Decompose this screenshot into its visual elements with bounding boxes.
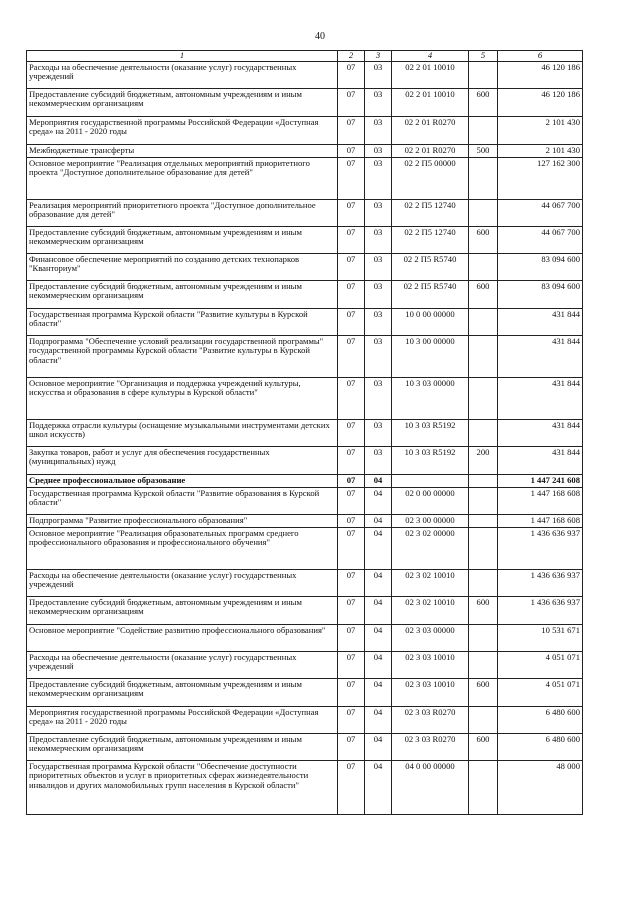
cell-amount: 1 447 168 608 [498, 514, 583, 527]
table-row [27, 308, 583, 335]
cell-amount: 6 480 600 [498, 733, 583, 760]
cell-section: 07 [338, 514, 365, 527]
cell-subsection: 04 [365, 624, 392, 651]
cell-name: Подпрограмма "Развитие профессионального образования" [27, 514, 338, 527]
cell-target-item: 10 3 03 R5192 [392, 446, 469, 474]
cell-amount: 127 162 300 [498, 157, 583, 199]
cell-amount: 4 051 071 [498, 678, 583, 706]
header-row [27, 51, 583, 62]
cell-amount: 1 436 636 937 [498, 569, 583, 596]
cell-target-item: 10 3 03 00000 [392, 377, 469, 419]
table-row [27, 88, 583, 116]
header-col-target-item: 4 [392, 51, 469, 62]
cell-expense-type [469, 651, 498, 678]
cell-name: Предоставление субсидий бюджетным, автономным учреждениям и иным некоммерческим организациям [27, 226, 338, 253]
cell-amount: 1 436 636 937 [498, 596, 583, 624]
cell-subsection: 03 [365, 280, 392, 308]
table-row [27, 678, 583, 706]
cell-subsection: 04 [365, 514, 392, 527]
cell-section: 07 [338, 157, 365, 199]
cell-name: Закупка товаров, работ и услуг для обеспечения государственных (муниципальных) нужд [27, 446, 338, 474]
cell-subsection: 04 [365, 651, 392, 678]
cell-amount: 2 101 430 [498, 144, 583, 157]
cell-name: Предоставление субсидий бюджетным, автономным учреждениям и иным некоммерческим организациям [27, 280, 338, 308]
table-row [27, 226, 583, 253]
header-col-expense-type: 5 [469, 51, 498, 62]
cell-expense-type: 600 [469, 88, 498, 116]
cell-subsection: 03 [365, 419, 392, 446]
cell-name: Межбюджетные трансферты [27, 144, 338, 157]
cell-subsection: 04 [365, 733, 392, 760]
cell-amount: 1 436 636 937 [498, 527, 583, 569]
cell-expense-type [469, 474, 498, 487]
cell-expense-type [469, 569, 498, 596]
budget-table [26, 50, 583, 815]
cell-target-item: 04 0 00 00000 [392, 760, 469, 814]
cell-subsection: 03 [365, 116, 392, 144]
page-number: 40 [315, 31, 325, 42]
cell-expense-type [469, 514, 498, 527]
header-col-amount: 6 [498, 51, 583, 62]
cell-target-item: 02 3 03 00000 [392, 624, 469, 651]
cell-section: 07 [338, 596, 365, 624]
table-row [27, 733, 583, 760]
cell-subsection: 03 [365, 226, 392, 253]
cell-subsection: 04 [365, 596, 392, 624]
cell-expense-type: 600 [469, 280, 498, 308]
cell-target-item: 02 0 00 00000 [392, 487, 469, 514]
cell-name: Расходы на обеспечение деятельности (оказание услуг) государственных учреждений [27, 651, 338, 678]
cell-expense-type [469, 624, 498, 651]
cell-subsection: 03 [365, 199, 392, 226]
cell-name: Предоставление субсидий бюджетным, автономным учреждениям и иным некоммерческим организациям [27, 678, 338, 706]
cell-section: 07 [338, 419, 365, 446]
cell-section: 07 [338, 61, 365, 88]
cell-target-item: 02 2 П5 12740 [392, 199, 469, 226]
table-row [27, 474, 583, 487]
cell-amount: 431 844 [498, 377, 583, 419]
cell-name: Основное мероприятие "Организация и поддержка учреждений культуры, искусства и образования в сфере культуры в Курской области" [27, 377, 338, 419]
cell-amount: 44 067 700 [498, 226, 583, 253]
table-row [27, 514, 583, 527]
cell-expense-type [469, 377, 498, 419]
cell-target-item: 10 3 03 R5192 [392, 419, 469, 446]
cell-name: Предоставление субсидий бюджетным, автономным учреждениям и иным некоммерческим организациям [27, 596, 338, 624]
cell-section: 07 [338, 569, 365, 596]
cell-expense-type: 600 [469, 733, 498, 760]
cell-target-item: 02 3 03 10010 [392, 651, 469, 678]
cell-section: 07 [338, 706, 365, 733]
cell-amount: 46 120 186 [498, 88, 583, 116]
table-row [27, 253, 583, 280]
cell-name: Предоставление субсидий бюджетным, автономным учреждениям и иным некоммерческим организациям [27, 733, 338, 760]
cell-amount: 83 094 600 [498, 253, 583, 280]
table-row [27, 569, 583, 596]
cell-target-item: 02 2 П5 12740 [392, 226, 469, 253]
header-col-section: 2 [338, 51, 365, 62]
header-col-subsection: 3 [365, 51, 392, 62]
table-row [27, 651, 583, 678]
cell-subsection: 03 [365, 446, 392, 474]
cell-target-item: 02 3 03 10010 [392, 678, 469, 706]
cell-subsection: 03 [365, 377, 392, 419]
cell-amount: 44 067 700 [498, 199, 583, 226]
cell-name: Среднее профессиональное образование [27, 474, 338, 487]
cell-section: 07 [338, 733, 365, 760]
cell-expense-type [469, 308, 498, 335]
cell-amount: 10 531 671 [498, 624, 583, 651]
table-row [27, 419, 583, 446]
cell-section: 07 [338, 377, 365, 419]
table-row [27, 760, 583, 814]
table-row [27, 446, 583, 474]
table-header [27, 51, 583, 62]
cell-subsection: 04 [365, 678, 392, 706]
cell-name: Реализация мероприятий приоритетного проекта "Доступное дополнительное образование для детей" [27, 199, 338, 226]
table-body [27, 61, 583, 814]
cell-expense-type [469, 527, 498, 569]
cell-expense-type: 200 [469, 446, 498, 474]
cell-expense-type [469, 157, 498, 199]
cell-subsection: 03 [365, 157, 392, 199]
cell-expense-type [469, 116, 498, 144]
cell-expense-type [469, 335, 498, 377]
cell-expense-type: 600 [469, 226, 498, 253]
cell-expense-type [469, 487, 498, 514]
table-row [27, 280, 583, 308]
cell-expense-type [469, 253, 498, 280]
cell-name: Государственная программа Курской области "Обеспечение доступности приоритетных объектов и услуг в приоритетных сферах жизнедеятельности инвалидов и других маломобильных групп населения в Курской области" [27, 760, 338, 814]
cell-amount: 431 844 [498, 308, 583, 335]
cell-target-item: 10 0 00 00000 [392, 308, 469, 335]
cell-amount: 431 844 [498, 446, 583, 474]
cell-amount: 46 120 186 [498, 61, 583, 88]
cell-amount: 4 051 071 [498, 651, 583, 678]
cell-target-item: 10 3 00 00000 [392, 335, 469, 377]
cell-expense-type [469, 706, 498, 733]
cell-name: Основное мероприятие "Содействие развитию профессионального образования" [27, 624, 338, 651]
cell-subsection: 03 [365, 144, 392, 157]
cell-amount: 48 000 [498, 760, 583, 814]
cell-subsection: 04 [365, 474, 392, 487]
cell-subsection: 04 [365, 760, 392, 814]
cell-target-item: 02 2 01 10010 [392, 88, 469, 116]
cell-section: 07 [338, 308, 365, 335]
cell-name: Расходы на обеспечение деятельности (оказание услуг) государственных учреждений [27, 569, 338, 596]
table-row [27, 596, 583, 624]
cell-amount: 1 447 241 608 [498, 474, 583, 487]
cell-name: Государственная программа Курской области "Развитие образования в Курской области" [27, 487, 338, 514]
cell-target-item: 02 3 02 10010 [392, 569, 469, 596]
cell-expense-type [469, 419, 498, 446]
cell-expense-type [469, 760, 498, 814]
cell-amount: 2 101 430 [498, 116, 583, 144]
cell-target-item: 02 2 01 10010 [392, 61, 469, 88]
cell-name: Основное мероприятие "Реализация отдельных мероприятий приоритетного проекта "Доступное дополнительное образование для детей" [27, 157, 338, 199]
cell-name: Поддержка отрасли культуры (оснащение музыкальными инструментами детских школ искусств) [27, 419, 338, 446]
table-row [27, 116, 583, 144]
cell-section: 07 [338, 335, 365, 377]
cell-section: 07 [338, 527, 365, 569]
cell-target-item: 02 2 01 R0270 [392, 116, 469, 144]
cell-target-item: 02 3 02 10010 [392, 596, 469, 624]
cell-amount: 6 480 600 [498, 706, 583, 733]
cell-subsection: 04 [365, 706, 392, 733]
cell-target-item: 02 3 00 00000 [392, 514, 469, 527]
cell-subsection: 04 [365, 569, 392, 596]
cell-subsection: 04 [365, 487, 392, 514]
cell-name: Финансовое обеспечение мероприятий по созданию детских технопарков "Кванториум" [27, 253, 338, 280]
cell-section: 07 [338, 651, 365, 678]
table-row [27, 199, 583, 226]
table-row [27, 706, 583, 733]
cell-subsection: 03 [365, 253, 392, 280]
cell-expense-type [469, 199, 498, 226]
table-row [27, 624, 583, 651]
cell-section: 07 [338, 446, 365, 474]
cell-target-item: 02 2 П5 R5740 [392, 280, 469, 308]
cell-section: 07 [338, 116, 365, 144]
cell-subsection: 04 [365, 527, 392, 569]
cell-name: Подпрограмма "Обеспечение условий реализации государственной программы" государственной программы Курской области "Развитие культуры в Курской области" [27, 335, 338, 377]
cell-subsection: 03 [365, 61, 392, 88]
cell-name: Мероприятия государственной программы Российской Федерации «Доступная среда» на 2011 - 2020 годы [27, 116, 338, 144]
table-row [27, 61, 583, 88]
cell-target-item: 02 2 П5 00000 [392, 157, 469, 199]
table-row [27, 377, 583, 419]
cell-target-item: 02 3 03 R0270 [392, 733, 469, 760]
cell-name: Расходы на обеспечение деятельности (оказание услуг) государственных учреждений [27, 61, 338, 88]
cell-subsection: 03 [365, 88, 392, 116]
cell-section: 07 [338, 199, 365, 226]
table-row [27, 157, 583, 199]
cell-name: Мероприятия государственной программы Российской Федерации «Доступная среда» на 2011 - 2020 годы [27, 706, 338, 733]
cell-section: 07 [338, 253, 365, 280]
table-row [27, 527, 583, 569]
cell-amount: 1 447 168 608 [498, 487, 583, 514]
table-row [27, 144, 583, 157]
cell-section: 07 [338, 474, 365, 487]
cell-section: 07 [338, 144, 365, 157]
cell-section: 07 [338, 624, 365, 651]
cell-amount: 431 844 [498, 335, 583, 377]
cell-section: 07 [338, 760, 365, 814]
cell-amount: 431 844 [498, 419, 583, 446]
cell-target-item: 02 2 01 R0270 [392, 144, 469, 157]
cell-target-item: 02 3 03 R0270 [392, 706, 469, 733]
cell-target-item [392, 474, 469, 487]
table-row [27, 335, 583, 377]
cell-target-item: 02 2 П5 R5740 [392, 253, 469, 280]
cell-section: 07 [338, 678, 365, 706]
cell-name: Государственная программа Курской области "Развитие культуры в Курской области" [27, 308, 338, 335]
cell-expense-type: 500 [469, 144, 498, 157]
table-row [27, 487, 583, 514]
cell-name: Предоставление субсидий бюджетным, автономным учреждениям и иным некоммерческим организациям [27, 88, 338, 116]
cell-section: 07 [338, 226, 365, 253]
cell-target-item: 02 3 02 00000 [392, 527, 469, 569]
cell-expense-type: 600 [469, 678, 498, 706]
cell-subsection: 03 [365, 308, 392, 335]
cell-subsection: 03 [365, 335, 392, 377]
header-col-name: 1 [27, 51, 338, 62]
cell-expense-type: 600 [469, 596, 498, 624]
cell-amount: 83 094 600 [498, 280, 583, 308]
cell-section: 07 [338, 88, 365, 116]
cell-section: 07 [338, 280, 365, 308]
cell-expense-type [469, 61, 498, 88]
cell-name: Основное мероприятие "Реализация образовательных программ среднего профессионального образования и профессионального обучения" [27, 527, 338, 569]
cell-section: 07 [338, 487, 365, 514]
